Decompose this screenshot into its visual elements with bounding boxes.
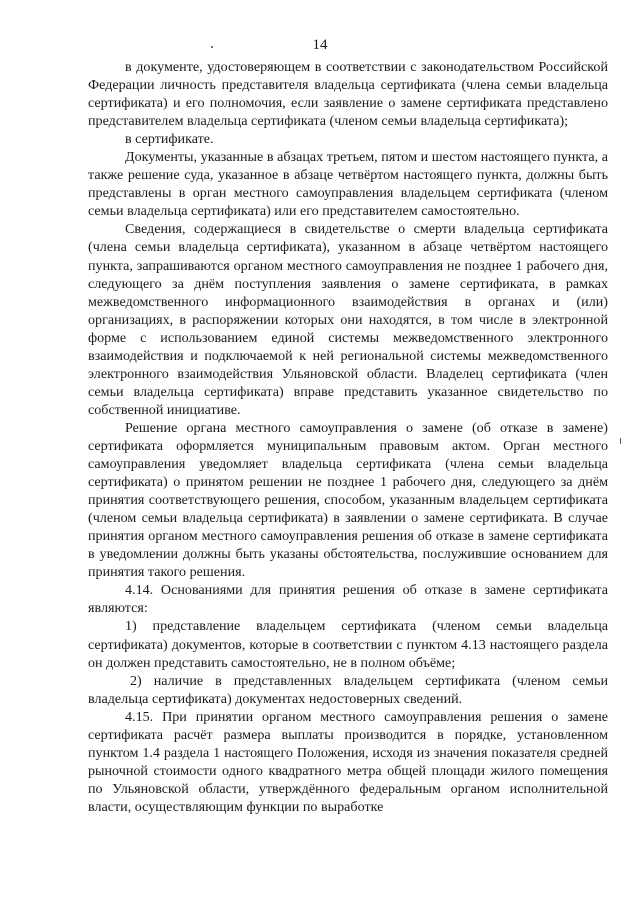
paragraph-documents-submission: Документы, указанные в абзацах третьем, пятом и шестом настоящего пункта, а также решение суда, указанное в абзаце четвёртом настоящего пункта, должны быть представлены в орган местного самоуправления владельцем сертификата (членом семьи владельца сертификата) или его представителем самостоятельно. bbox=[88, 149, 608, 220]
scan-artifact-mark bbox=[620, 438, 621, 444]
scan-artifact-dot bbox=[211, 46, 213, 48]
paragraph-refusal-reason-1: 1) представление владельцем сертификата (членом семьи владельца сертификата) документов, которые в соответствии с пунктом 4.13 настоящего раздела он должен представить самостоятельно, не в полном объёме; bbox=[88, 618, 608, 671]
document-body bbox=[88, 58, 608, 816]
paragraph-death-certificate-info: Сведения, содержащиеся в свидетельстве о смерти владельца сертификата (члена семьи владельца сертификата), указанном в абзаце четвёртом настоящего пункта, запрашиваются органом местного самоуправления не позднее 1 рабочего дня, следующего за днём поступления заявления о замене сертификата, в рамках межведомственного информационного взаимодействия в органах и (или) организациях, в распоряжении которых они находятся, в том числе в электронной форме с использованием единой системы межведомственного электронного взаимодействия и подключаемой к ней региональной системы межведомственного электронного взаимодействия Ульяновской области. Владелец сертификата (член семьи владельца сертификата) вправе представить указанное свидетельство по собственной инициативе. bbox=[88, 221, 608, 418]
page-number: 14 bbox=[312, 37, 328, 53]
paragraph-replacement-decision: Решение органа местного самоуправления о замене (об отказе в замене) сертификата оформляется муниципальным правовым актом. Орган местного самоуправления уведомляет владельца сертификата (члена семьи владельца сертификата) о принятом решении не позднее 1 рабочего дня, следующего за днём принятия соответствующего решения, способом, указанным владельцем сертификата (членом семьи владельца сертификата) в заявлении о замене сертификата. В случае принятия органом местного самоуправления решения об отказе в замене сертификата в уведомлении должны быть указаны обстоятельства, послужившие основанием для принятия такого решения. bbox=[88, 419, 608, 581]
paragraph-section-4-15: 4.15. При принятии органом местного самоуправления решения о замене сертификата расчёт размера выплаты производится в порядке, установленном пунктом 1.4 раздела 1 настоящего Положения, исходя из значения показателя средней рыночной стоимости одного квадратного метра общей площади жилого помещения по Ульяновской области, утверждённого федеральным органом исполнительной власти, осуществляющим функции по выработке bbox=[88, 708, 608, 815]
paragraph-in-certificate: в сертификате. bbox=[125, 131, 214, 148]
paragraph-representative-document: в документе, удостоверяющем в соответствии с законодательством Российской Федерации личность представителя владельца сертификата (члена семьи владельца сертификата) и его полномочия, если заявление о замене сертификата представлено представителем владельца сертификата (членом семьи владельца сертификата); bbox=[88, 59, 608, 130]
paragraph-section-4-14: 4.14. Основаниями для принятия решения об отказе в замене сертификата являются: bbox=[88, 582, 608, 617]
paragraph-refusal-reason-2: 2) наличие в представленных владельцем сертификата (членом семьи владельца сертификата) документах недостоверных сведений. bbox=[88, 672, 608, 707]
